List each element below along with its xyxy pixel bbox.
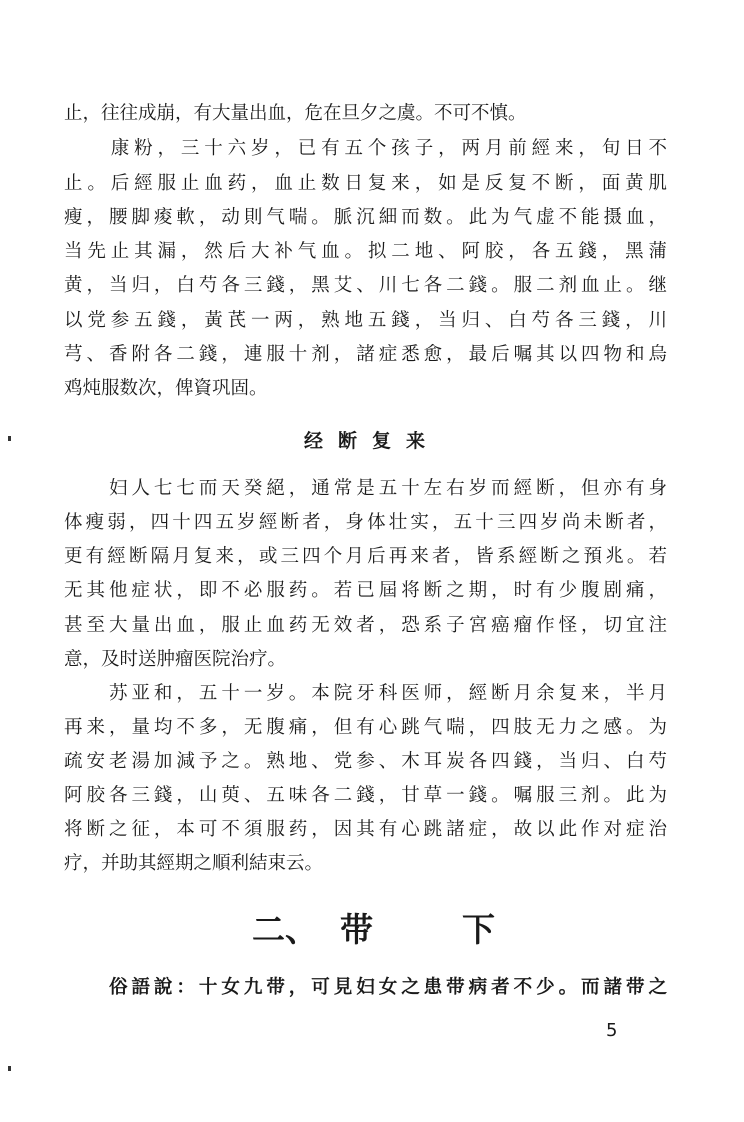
text-line: 妇人七七而天癸絕，通常是五十左右岁而經断，但亦有身 bbox=[64, 478, 667, 499]
scan-mark bbox=[8, 436, 11, 441]
text-line: 无其他症状，即不必服药。若已屆将断之期，时有少腹剧痛， bbox=[64, 580, 667, 601]
text-line: 意，及时送肿瘤医院治疗。 bbox=[64, 649, 287, 670]
text-line: 芎、香附各二錢，連服十剂，諸症悉愈，最后嘱其以四物和烏 bbox=[64, 344, 667, 365]
chapter-heading-numeral: 二、 bbox=[252, 910, 318, 949]
text-line: 康粉，三十六岁，已有五个孩子，两月前經来，旬日不 bbox=[64, 138, 667, 159]
text-line: 俗語說：十女九带，可見妇女之患带病者不少。而諸带之 bbox=[64, 977, 667, 998]
text-line: 止，往往成崩，有大量出血，危在旦夕之虞。不可不慎。 bbox=[64, 103, 527, 124]
text-line: 将断之征，本可不須服药，因其有心跳諸症，故以此作对症治 bbox=[64, 819, 667, 840]
text-line: 苏亚和，五十一岁。本院牙科医师，經断月余复来，半月 bbox=[64, 683, 667, 704]
text-line: 黄，当归，白芍各三錢，黑艾、川七各二錢。服二剂血止。继 bbox=[64, 275, 667, 296]
text-line: 以党参五錢，黃芪一两，熟地五錢，当归、白芍各三錢，川 bbox=[64, 310, 667, 331]
text-line: 当先止其漏，然后大补气血。拟二地、阿胶，各五錢，黑蒲 bbox=[64, 241, 667, 262]
scan-mark bbox=[8, 1066, 11, 1071]
text-line: 瘦，腰脚痠軟，动則气喘。脈沉細而数。此为气虚不能摄血， bbox=[64, 207, 667, 228]
text-line: 疏安老湯加減予之。熟地、党参、木耳炭各四錢，当归、白芍 bbox=[64, 751, 667, 772]
chapter-heading-word: 带 bbox=[340, 910, 373, 949]
text-line: 阿胶各三錢，山萸、五味各二錢，甘草一錢。嘱服三剂。此为 bbox=[64, 785, 667, 806]
text-line: 鸡炖服数次，俾資巩固。 bbox=[64, 378, 268, 399]
text-line: 体瘦弱，四十四五岁經断者，身体壮实，五十三四岁尚未断者， bbox=[64, 512, 667, 533]
text-line: 再来，量均不多，无腹痛，但有心跳气喘，四肢无力之感。为 bbox=[64, 717, 667, 738]
section-heading: 经断复来 bbox=[303, 430, 440, 452]
text-line: 止。后經服止血药，血止数日复来，如是反复不断，面黄肌 bbox=[64, 173, 667, 194]
text-line: 疗，并助其經期之順利結束云。 bbox=[64, 853, 324, 874]
chapter-heading-word: 下 bbox=[462, 910, 495, 949]
page-number: 5 bbox=[606, 1020, 618, 1041]
text-line: 甚至大量出血，服止血药无效者，恐系子宮癌瘤作怪，切宜注 bbox=[64, 615, 667, 636]
text-line: 更有經断隔月复来，或三四个月后再来者，皆系經断之預兆。若 bbox=[64, 546, 667, 567]
